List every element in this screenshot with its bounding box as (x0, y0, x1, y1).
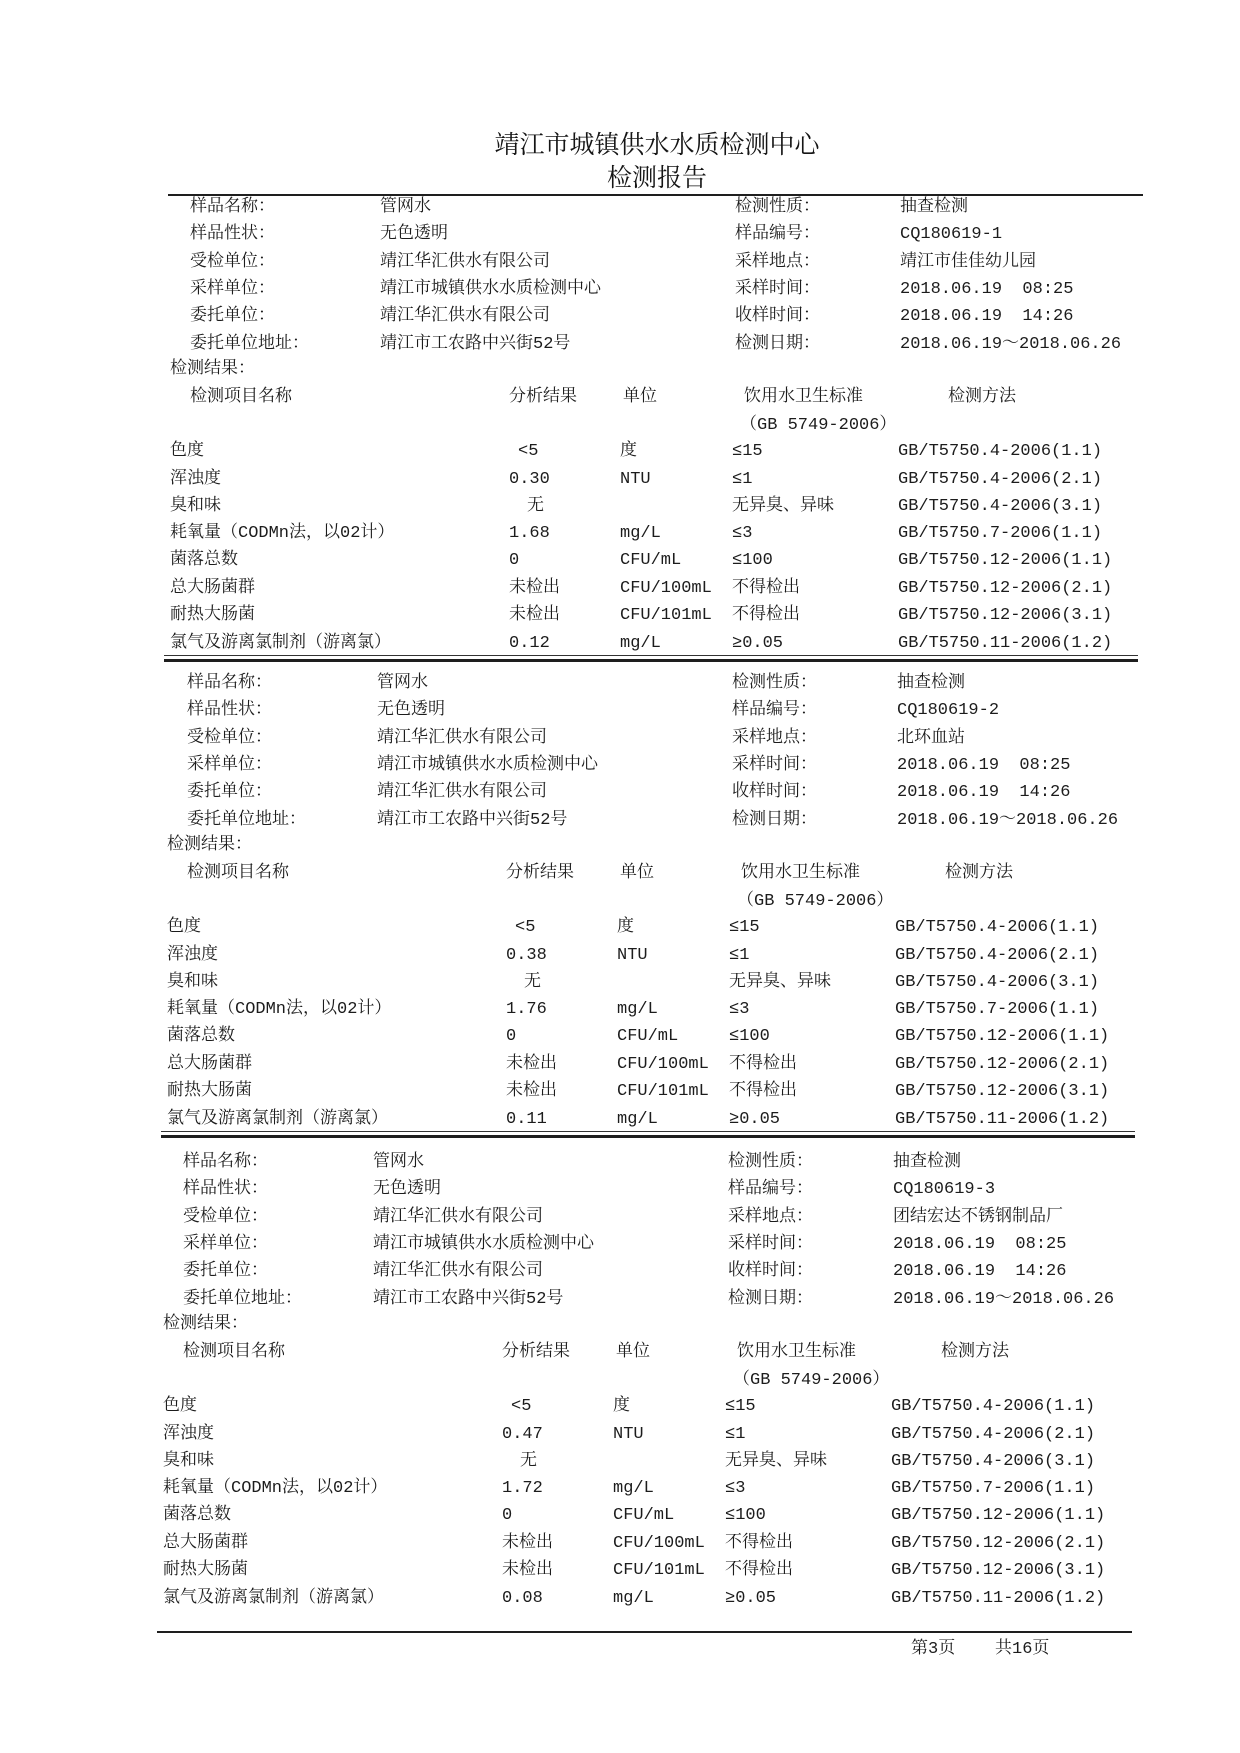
row-standard: ≤1 (732, 470, 753, 489)
client-unit-value: 靖江华汇供水有限公司 (373, 1262, 543, 1281)
sample-no-value: CQ180619-3 (893, 1180, 996, 1199)
row-standard: ≤100 (729, 1027, 770, 1046)
info-row (0, 198, 1200, 218)
sample-name-value: 管网水 (380, 198, 431, 217)
sample-state-label: 样品性状： (190, 225, 275, 244)
row-item: 耗氧量（CODMn法，以02计） (163, 1479, 388, 1498)
row-standard: 不得检出 (725, 1561, 793, 1580)
page-total: 共16页 (995, 1640, 1050, 1659)
section-divider-thin (161, 1131, 1135, 1132)
row-item: 菌落总数 (163, 1506, 231, 1525)
report-title: 检测报告 (606, 165, 708, 192)
info-row (0, 253, 1200, 273)
row-result: 未检出 (502, 1534, 553, 1553)
row-item: 色度 (163, 1397, 197, 1416)
row-result: 0 (506, 1027, 517, 1046)
row-unit: CFU/101mL (620, 606, 712, 625)
info-row (0, 335, 1200, 355)
row-standard: ≤15 (729, 918, 760, 937)
row-item: 臭和味 (170, 497, 221, 516)
sampling-unit-value: 靖江市城镇供水水质检测中心 (377, 756, 598, 775)
row-standard: ≥0.05 (729, 1110, 781, 1129)
info-row (0, 701, 1197, 721)
client-unit-value: 靖江华汇供水有限公司 (380, 307, 550, 326)
row-item: 菌落总数 (170, 551, 238, 570)
test-nature-label: 检测性质： (728, 1153, 813, 1172)
row-method: GB/T5750.11-2006(1.2) (891, 1589, 1106, 1608)
row-standard: ≤100 (725, 1506, 766, 1525)
row-method: GB/T5750.12-2006(2.1) (891, 1534, 1106, 1553)
row-method: GB/T5750.4-2006(2.1) (891, 1425, 1096, 1444)
row-standard: 不得检出 (732, 579, 800, 598)
row-unit: 度 (620, 442, 637, 461)
table-row (0, 1397, 1193, 1417)
sampling-time-value: 2018.06.19 08:25 (897, 756, 1071, 775)
row-unit: NTU (613, 1425, 644, 1444)
sample-name-label: 样品名称： (183, 1153, 268, 1172)
inspected-unit-value: 靖江华汇供水有限公司 (373, 1208, 543, 1227)
table-row (0, 551, 1200, 571)
col-result-header: 分析结果 (509, 388, 577, 407)
row-standard: ≥0.05 (732, 634, 784, 653)
test-nature-value: 抽查检测 (893, 1153, 961, 1172)
info-row (0, 729, 1197, 749)
sample-section (0, 198, 1200, 678)
sampling-unit-value: 靖江市城镇供水水质检测中心 (380, 280, 601, 299)
info-row (0, 280, 1200, 300)
row-result: 0.47 (502, 1425, 543, 1444)
row-unit: 度 (613, 1397, 630, 1416)
sample-name-value: 管网水 (373, 1153, 424, 1172)
sampling-time-value: 2018.06.19 08:25 (900, 280, 1074, 299)
table-row (0, 1027, 1197, 1047)
sample-state-value: 无色透明 (380, 225, 448, 244)
table-row (0, 1506, 1193, 1526)
row-unit: CFU/mL (620, 551, 682, 570)
row-item: 总大肠菌群 (167, 1055, 252, 1074)
client-address-value: 靖江市工农路中兴街52号 (373, 1290, 564, 1309)
col-item-header: 检测项目名称 (187, 864, 289, 883)
table-header (0, 1343, 1193, 1363)
receipt-time-label: 收样时间： (732, 783, 817, 802)
table-row (0, 634, 1200, 654)
test-date-label: 检测日期： (732, 811, 817, 830)
col-method-header: 检测方法 (941, 1343, 1009, 1362)
title-divider (168, 194, 1143, 196)
sampling-site-value: 靖江市佳佳幼儿园 (900, 253, 1036, 272)
client-address-value: 靖江市工农路中兴街52号 (377, 811, 568, 830)
row-method: GB/T5750.12-2006(3.1) (898, 606, 1113, 625)
row-method: GB/T5750.12-2006(1.1) (891, 1506, 1106, 1525)
table-row (0, 1082, 1197, 1102)
row-result: 无 (527, 497, 544, 516)
row-unit: mg/L (617, 1000, 658, 1019)
test-date-value: 2018.06.19～2018.06.26 (897, 811, 1119, 830)
info-row (0, 1180, 1193, 1200)
row-result: 0.08 (502, 1589, 543, 1608)
sample-state-value: 无色透明 (377, 701, 445, 720)
sample-state-label: 样品性状： (187, 701, 272, 720)
receipt-time-label: 收样时间： (728, 1262, 813, 1281)
test-nature-label: 检测性质： (732, 674, 817, 693)
info-row (0, 1208, 1193, 1228)
results-heading: 检测结果： (167, 836, 252, 855)
info-row (0, 1235, 1193, 1255)
test-nature-label: 检测性质： (735, 198, 820, 217)
row-item: 耗氧量（CODMn法，以02计） (167, 1000, 392, 1019)
row-item: 氯气及游离氯制剂（游离氯） (167, 1110, 388, 1129)
col-item-header: 检测项目名称 (183, 1343, 285, 1362)
table-header (0, 388, 1200, 408)
col-result-header: 分析结果 (506, 864, 574, 883)
col-standard-header: 饮用水卫生标准 (741, 864, 860, 883)
sample-no-label: 样品编号： (735, 225, 820, 244)
row-method: GB/T5750.4-2006(3.1) (898, 497, 1103, 516)
row-result: 无 (520, 1452, 537, 1471)
row-unit: CFU/100mL (620, 579, 712, 598)
col-unit-header: 单位 (620, 864, 654, 883)
table-row (0, 973, 1197, 993)
section-divider-thick (164, 659, 1138, 662)
client-unit-value: 靖江华汇供水有限公司 (377, 783, 547, 802)
client-address-label: 委托单位地址： (187, 811, 306, 830)
row-method: GB/T5750.4-2006(1.1) (891, 1397, 1096, 1416)
row-item: 色度 (170, 442, 204, 461)
row-result: 未检出 (506, 1055, 557, 1074)
table-row (0, 1589, 1193, 1609)
row-method: GB/T5750.4-2006(1.1) (895, 918, 1100, 937)
sampling-unit-label: 采样单位： (190, 280, 275, 299)
sample-name-label: 样品名称： (190, 198, 275, 217)
row-method: GB/T5750.4-2006(3.1) (895, 973, 1100, 992)
sampling-site-value: 团结宏达不锈钢制品厂 (893, 1208, 1063, 1227)
test-date-value: 2018.06.19～2018.06.26 (900, 335, 1122, 354)
row-method: GB/T5750.12-2006(2.1) (895, 1055, 1110, 1074)
row-method: GB/T5750.12-2006(3.1) (891, 1561, 1106, 1580)
sampling-time-label: 采样时间： (732, 756, 817, 775)
inspected-unit-label: 受检单位： (183, 1208, 268, 1227)
sample-no-label: 样品编号： (728, 1180, 813, 1199)
col-standard-ref: （GB 5749-2006） (733, 1371, 890, 1390)
table-row (0, 442, 1200, 462)
client-address-label: 委托单位地址： (183, 1290, 302, 1309)
row-standard: 不得检出 (732, 606, 800, 625)
row-unit: CFU/100mL (617, 1055, 709, 1074)
row-method: GB/T5750.4-2006(2.1) (895, 946, 1100, 965)
row-result: 0.30 (509, 470, 550, 489)
row-unit: mg/L (620, 524, 661, 543)
row-method: GB/T5750.7-2006(1.1) (891, 1479, 1096, 1498)
row-item: 菌落总数 (167, 1027, 235, 1046)
row-standard: ≤15 (732, 442, 763, 461)
row-unit: CFU/101mL (617, 1082, 709, 1101)
row-standard: 不得检出 (729, 1082, 797, 1101)
row-method: GB/T5750.12-2006(1.1) (898, 551, 1113, 570)
table-row (0, 918, 1197, 938)
table-row (0, 1055, 1197, 1075)
row-unit: CFU/mL (617, 1027, 679, 1046)
row-unit: NTU (620, 470, 651, 489)
row-method: GB/T5750.7-2006(1.1) (898, 524, 1103, 543)
col-standard-ref: （GB 5749-2006） (737, 892, 894, 911)
row-item: 浑浊度 (167, 946, 218, 965)
row-standard: ≤3 (729, 1000, 750, 1019)
receipt-time-value: 2018.06.19 14:26 (900, 307, 1074, 326)
row-method: GB/T5750.4-2006(2.1) (898, 470, 1103, 489)
row-result: 0 (502, 1506, 513, 1525)
row-unit: mg/L (613, 1479, 654, 1498)
row-unit: CFU/101mL (613, 1561, 705, 1580)
sampling-site-value: 北环血站 (897, 729, 965, 748)
table-row (0, 1561, 1193, 1581)
info-row (0, 225, 1200, 245)
row-item: 臭和味 (167, 973, 218, 992)
row-item: 色度 (167, 918, 201, 937)
row-result: <5 (515, 918, 536, 937)
footer-divider (157, 1631, 1132, 1633)
table-row (0, 1534, 1193, 1554)
sampling-unit-value: 靖江市城镇供水水质检测中心 (373, 1235, 594, 1254)
row-item: 耐热大肠菌 (170, 606, 255, 625)
section-divider-thick (161, 1135, 1135, 1138)
test-date-label: 检测日期： (735, 335, 820, 354)
client-address-label: 委托单位地址： (190, 335, 309, 354)
table-row (0, 470, 1200, 490)
inspected-unit-value: 靖江华汇供水有限公司 (377, 729, 547, 748)
table-row (0, 1110, 1197, 1130)
row-result: 未检出 (506, 1082, 557, 1101)
col-method-header: 检测方法 (948, 388, 1016, 407)
row-method: GB/T5750.11-2006(1.2) (895, 1110, 1110, 1129)
info-row (0, 756, 1197, 776)
col-standard-header: 饮用水卫生标准 (737, 1343, 856, 1362)
sample-section (0, 1153, 1193, 1633)
row-standard: ≤3 (725, 1479, 746, 1498)
info-row (0, 811, 1197, 831)
table-row (0, 579, 1200, 599)
row-result: 未检出 (509, 606, 560, 625)
col-unit-header: 单位 (623, 388, 657, 407)
row-item: 氯气及游离氯制剂（游离氯） (163, 1589, 384, 1608)
row-standard: ≤1 (725, 1425, 746, 1444)
sample-state-value: 无色透明 (373, 1180, 441, 1199)
row-result: 1.68 (509, 524, 550, 543)
inspected-unit-value: 靖江华汇供水有限公司 (380, 253, 550, 272)
info-row (0, 1290, 1193, 1310)
section-divider-thin (164, 655, 1138, 656)
sampling-time-label: 采样时间： (728, 1235, 813, 1254)
row-standard: ≥0.05 (725, 1589, 777, 1608)
row-item: 耐热大肠菌 (167, 1082, 252, 1101)
row-unit: mg/L (620, 634, 661, 653)
row-item: 耗氧量（CODMn法，以02计） (170, 524, 395, 543)
info-row (0, 783, 1197, 803)
row-unit: NTU (617, 946, 648, 965)
row-result: 1.76 (506, 1000, 547, 1019)
row-item: 浑浊度 (170, 470, 221, 489)
test-nature-value: 抽查检测 (897, 674, 965, 693)
sample-no-value: CQ180619-1 (900, 225, 1003, 244)
receipt-time-label: 收样时间： (735, 307, 820, 326)
info-row (0, 307, 1200, 327)
info-row (0, 1262, 1193, 1282)
sampling-unit-label: 采样单位： (183, 1235, 268, 1254)
sample-no-value: CQ180619-2 (897, 701, 1000, 720)
table-row (0, 1452, 1193, 1472)
row-standard: 不得检出 (725, 1534, 793, 1553)
sampling-site-label: 采样地点： (735, 253, 820, 272)
row-result: 0.11 (506, 1110, 547, 1129)
sample-state-label: 样品性状： (183, 1180, 268, 1199)
results-heading: 检测结果： (163, 1315, 248, 1334)
row-method: GB/T5750.11-2006(1.2) (898, 634, 1113, 653)
col-standard-header: 饮用水卫生标准 (744, 388, 863, 407)
test-date-label: 检测日期： (728, 1290, 813, 1309)
row-unit: CFU/mL (613, 1506, 675, 1525)
sample-name-label: 样品名称： (187, 674, 272, 693)
row-standard: 无异臭、异味 (729, 973, 831, 992)
row-standard: ≤3 (732, 524, 753, 543)
row-unit: mg/L (617, 1110, 658, 1129)
row-standard: ≤15 (725, 1397, 756, 1416)
table-row (0, 946, 1197, 966)
row-result: 未检出 (509, 579, 560, 598)
inspected-unit-label: 受检单位： (187, 729, 272, 748)
sampling-time-value: 2018.06.19 08:25 (893, 1235, 1067, 1254)
col-result-header: 分析结果 (502, 1343, 570, 1362)
row-standard: 无异臭、异味 (732, 497, 834, 516)
row-method: GB/T5750.7-2006(1.1) (895, 1000, 1100, 1019)
client-unit-label: 委托单位： (190, 307, 275, 326)
info-row (0, 1153, 1193, 1173)
row-unit: 度 (617, 918, 634, 937)
row-unit: mg/L (613, 1589, 654, 1608)
col-unit-header: 单位 (616, 1343, 650, 1362)
table-row (0, 524, 1200, 544)
row-standard: 无异臭、异味 (725, 1452, 827, 1471)
row-unit: CFU/100mL (613, 1534, 705, 1553)
receipt-time-value: 2018.06.19 14:26 (893, 1262, 1067, 1281)
row-method: GB/T5750.4-2006(1.1) (898, 442, 1103, 461)
client-unit-label: 委托单位： (183, 1262, 268, 1281)
row-result: 0.38 (506, 946, 547, 965)
row-result: 未检出 (502, 1561, 553, 1580)
table-row (0, 1479, 1193, 1499)
col-method-header: 检测方法 (945, 864, 1013, 883)
row-item: 浑浊度 (163, 1425, 214, 1444)
client-unit-label: 委托单位： (187, 783, 272, 802)
row-result: 1.72 (502, 1479, 543, 1498)
row-result: 无 (524, 973, 541, 992)
table-row (0, 1425, 1193, 1445)
row-method: GB/T5750.12-2006(1.1) (895, 1027, 1110, 1046)
page-number: 第3页 (911, 1640, 956, 1659)
row-item: 氯气及游离氯制剂（游离氯） (170, 634, 391, 653)
sample-name-value: 管网水 (377, 674, 428, 693)
sampling-time-label: 采样时间： (735, 280, 820, 299)
row-method: GB/T5750.4-2006(3.1) (891, 1452, 1096, 1471)
row-item: 总大肠菌群 (170, 579, 255, 598)
client-address-value: 靖江市工农路中兴街52号 (380, 335, 571, 354)
row-result: <5 (518, 442, 539, 461)
row-item: 臭和味 (163, 1452, 214, 1471)
row-standard: 不得检出 (729, 1055, 797, 1074)
test-nature-value: 抽查检测 (900, 198, 968, 217)
row-standard: ≤1 (729, 946, 750, 965)
row-method: GB/T5750.12-2006(2.1) (898, 579, 1113, 598)
row-method: GB/T5750.12-2006(3.1) (895, 1082, 1110, 1101)
table-row (0, 1000, 1197, 1020)
table-row (0, 497, 1200, 517)
sampling-site-label: 采样地点： (732, 729, 817, 748)
sample-no-label: 样品编号： (732, 701, 817, 720)
sampling-unit-label: 采样单位： (187, 756, 272, 775)
test-date-value: 2018.06.19～2018.06.26 (893, 1290, 1115, 1309)
inspected-unit-label: 受检单位： (190, 253, 275, 272)
row-result: <5 (511, 1397, 532, 1416)
row-item: 总大肠菌群 (163, 1534, 248, 1553)
report-org-title: 靖江市城镇供水水质检测中心 (494, 132, 820, 159)
col-item-header: 检测项目名称 (190, 388, 292, 407)
table-row (0, 606, 1200, 626)
table-header (0, 864, 1197, 884)
row-standard: ≤100 (732, 551, 773, 570)
sample-section (0, 674, 1197, 1154)
info-row (0, 674, 1197, 694)
col-standard-ref: （GB 5749-2006） (740, 416, 897, 435)
results-heading: 检测结果： (170, 360, 255, 379)
sampling-site-label: 采样地点： (728, 1208, 813, 1227)
row-item: 耐热大肠菌 (163, 1561, 248, 1580)
row-result: 0.12 (509, 634, 550, 653)
receipt-time-value: 2018.06.19 14:26 (897, 783, 1071, 802)
row-result: 0 (509, 551, 520, 570)
